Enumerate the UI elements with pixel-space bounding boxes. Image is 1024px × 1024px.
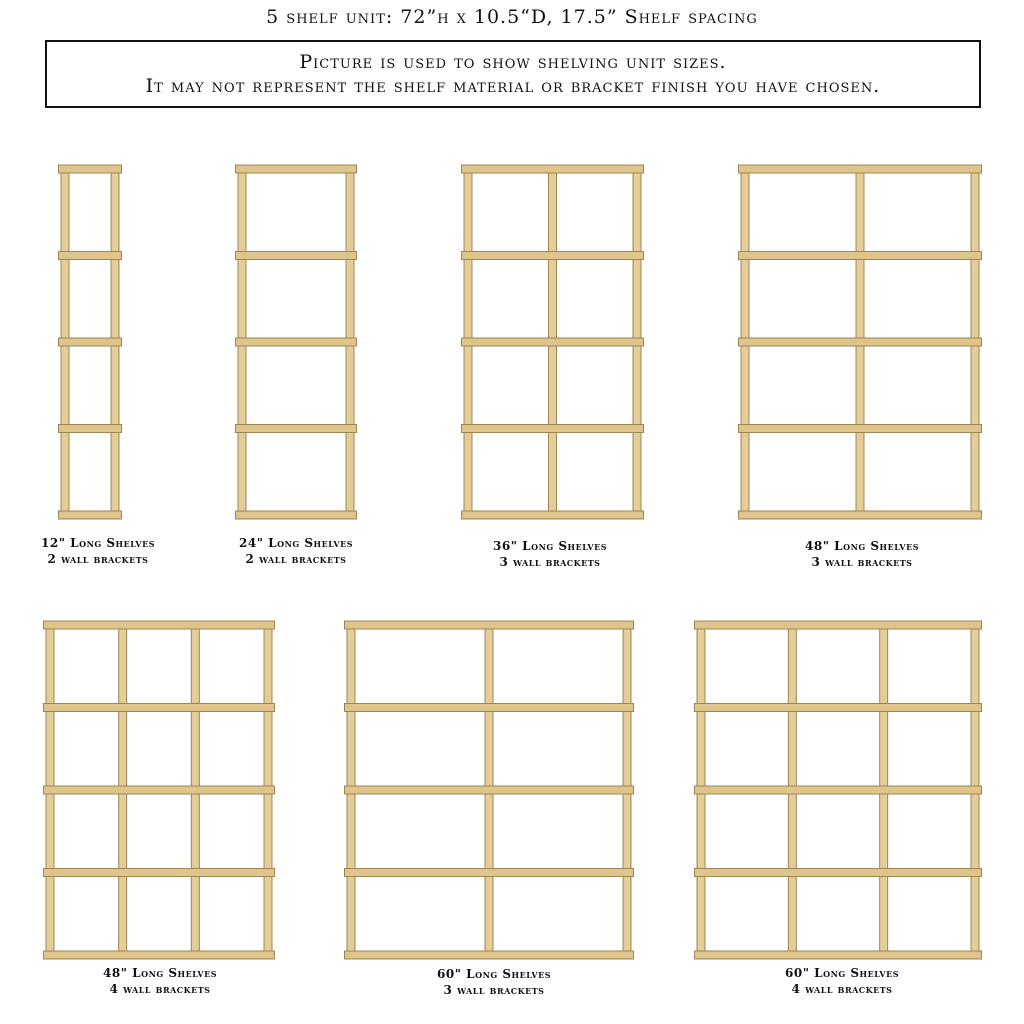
shelf-board <box>59 425 122 433</box>
shelf-board <box>345 869 634 877</box>
shelf-board <box>462 338 644 346</box>
shelf-board <box>739 425 982 433</box>
page-title: 5 shelf unit: 72”h x 10.5“D, 17.5” Shelf spacing <box>266 6 758 28</box>
unit-1-length-label: 12" Long Shelves <box>41 536 155 550</box>
unit-7-caption <box>752 965 932 997</box>
shelf-board <box>462 165 644 173</box>
shelf-unit-7 <box>694 620 982 960</box>
unit-3-length-label: 36" Long Shelves <box>493 539 607 553</box>
disclaimer-line-1: Picture is used to show shelving unit sizes. <box>299 51 727 73</box>
shelf-board <box>739 338 982 346</box>
unit-3-caption <box>460 538 640 570</box>
unit-2-caption <box>206 535 386 567</box>
shelf-board <box>345 786 634 794</box>
shelf-board <box>345 704 634 712</box>
unit-2-bracket-label: 2 wall brackets <box>245 552 347 566</box>
unit-1-caption <box>10 535 186 567</box>
shelf-board <box>59 165 122 173</box>
unit-5-caption <box>70 965 250 997</box>
shelf-board <box>59 338 122 346</box>
shelf-board <box>59 511 122 519</box>
shelf-board <box>236 511 357 519</box>
unit-5-length-label: 48" Long Shelves <box>103 966 217 980</box>
unit-2-length-label: 24" Long Shelves <box>239 536 353 550</box>
shelf-board <box>462 425 644 433</box>
unit-6-bracket-label: 3 wall brackets <box>443 983 545 997</box>
shelf-board <box>739 165 982 173</box>
shelf-board <box>739 511 982 519</box>
shelf-unit-5 <box>43 620 275 960</box>
shelf-board <box>695 704 982 712</box>
shelf-board <box>59 252 122 260</box>
shelf-board <box>695 951 982 959</box>
shelf-board <box>44 704 275 712</box>
unit-6-caption <box>404 966 584 998</box>
disclaimer-box <box>45 40 981 108</box>
shelf-unit-2 <box>235 164 357 520</box>
disclaimer-line-2: It may not represent the shelf material or bracket finish you have chosen. <box>145 75 881 97</box>
shelf-unit-4 <box>738 164 982 520</box>
unit-4-bracket-label: 3 wall brackets <box>811 555 913 569</box>
unit-3-bracket-label: 3 wall brackets <box>499 555 601 569</box>
shelf-board <box>236 338 357 346</box>
shelf-board <box>44 621 275 629</box>
unit-4-caption <box>772 538 952 570</box>
unit-7-length-label: 60" Long Shelves <box>785 966 899 980</box>
shelf-board <box>462 511 644 519</box>
unit-7-bracket-label: 4 wall brackets <box>791 982 893 996</box>
shelf-board <box>236 165 357 173</box>
shelf-board <box>44 869 275 877</box>
shelf-unit-6 <box>344 620 634 960</box>
unit-1-bracket-label: 2 wall brackets <box>47 552 149 566</box>
unit-4-length-label: 48" Long Shelves <box>805 539 919 553</box>
shelf-board <box>236 252 357 260</box>
shelf-board <box>44 786 275 794</box>
shelf-board <box>236 425 357 433</box>
shelf-board <box>345 621 634 629</box>
shelf-board <box>695 786 982 794</box>
shelf-unit-1 <box>58 164 122 520</box>
shelf-board <box>462 252 644 260</box>
shelf-board <box>345 951 634 959</box>
shelf-unit-3 <box>461 164 644 520</box>
shelf-board <box>695 869 982 877</box>
shelf-board <box>739 252 982 260</box>
shelf-board <box>44 951 275 959</box>
shelf-board <box>695 621 982 629</box>
unit-5-bracket-label: 4 wall brackets <box>109 982 211 996</box>
unit-6-length-label: 60" Long Shelves <box>437 967 551 981</box>
